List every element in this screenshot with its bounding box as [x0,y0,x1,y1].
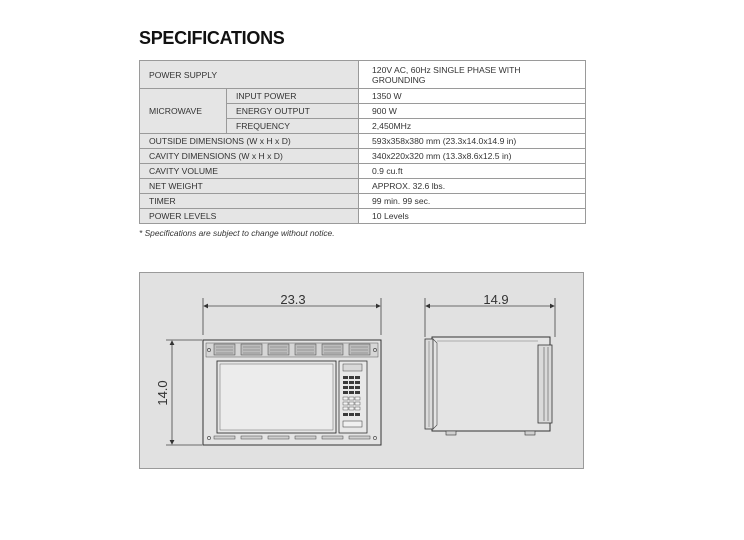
cavity-volume-label: CAVITY VOLUME [140,164,359,179]
table-row [140,179,586,194]
input-power-value: 1350 W [359,89,586,104]
cavity-dimensions-value: 340x220x320 mm (13.3x8.6x12.5 in) [359,149,586,164]
energy-output-value: 900 W [359,104,586,119]
table-row [140,209,586,224]
page-title: SPECIFICATIONS [139,28,285,48]
table-row [140,194,586,209]
table-row [140,61,586,89]
table-row [140,89,586,104]
net-weight-label: NET WEIGHT [140,179,359,194]
input-power-label: INPUT POWER [227,89,359,104]
dimension-diagram [139,272,584,469]
specifications-table [139,60,586,224]
net-weight-value: APPROX. 32.6 lbs. [359,179,586,194]
specifications-note: * Specifications are subject to change without notice. [139,228,335,238]
table-row [140,134,586,149]
microwave-label: MICROWAVE [140,89,227,134]
depth-label: 14.9 [483,292,509,307]
front-view [155,292,381,445]
power-supply-value: 120V AC, 60Hz SINGLE PHASE WITH GROUNDING [359,61,586,89]
power-supply-label: POWER SUPPLY [140,61,359,89]
energy-output-label: ENERGY OUTPUT [227,104,359,119]
power-levels-label: POWER LEVELS [140,209,359,224]
timer-value: 99 min. 99 sec. [359,194,586,209]
microwave-dimension-drawing [140,273,585,470]
timer-label: TIMER [140,194,359,209]
outside-dimensions-value: 593x358x380 mm (23.3x14.0x14.9 in) [359,134,586,149]
width-label: 23.3 [280,292,306,307]
table-row [140,149,586,164]
table-row [140,164,586,179]
frequency-value: 2,450MHz [359,119,586,134]
side-view [425,292,555,435]
power-levels-value: 10 Levels [359,209,586,224]
outside-dimensions-label: OUTSIDE DIMENSIONS (W x H x D) [140,134,359,149]
height-label: 14.0 [155,380,170,406]
cavity-dimensions-label: CAVITY DIMENSIONS (W x H x D) [140,149,359,164]
frequency-label: FREQUENCY [227,119,359,134]
cavity-volume-value: 0.9 cu.ft [359,164,586,179]
